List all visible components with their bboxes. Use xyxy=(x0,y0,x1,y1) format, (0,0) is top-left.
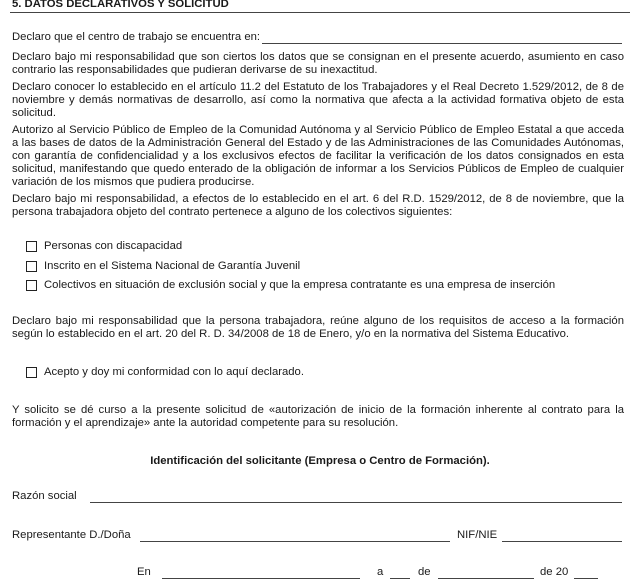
authorization-statement: Autorizo al Servicio Público de Empleo de la Comunidad Autónoma y al Servicio Público de Empleo Estatal a que acceda a las bases de datos de la Administración General del Estado y de las Administraciones de las Comunidades Autónomas, con garantía de confidencialidad y a los exclusivos efectos de facilitar la verificación de los datos consignados en esta solicitud, manifestando que quedo enterado de la obligación de informar a los Servicios Públicos de Empleo de cualquier variación de los mismos que pudiera producirse. xyxy=(12,124,624,188)
company-label: Razón social xyxy=(12,490,77,502)
youth-guarantee-checkbox[interactable] xyxy=(26,261,37,272)
representative-label: Representante D./Doña xyxy=(12,529,131,541)
month-field[interactable] xyxy=(438,578,534,579)
disability-checkbox[interactable] xyxy=(26,241,37,252)
place-field[interactable] xyxy=(162,578,360,579)
truth-statement: Declaro bajo mi responsabilidad que son ciertos los datos que se consignan en el presente acuerdo, asumiento en caso contrario las responsabilidades que pudieran derivarse de su inexactitud. xyxy=(12,51,624,76)
accept-row[interactable] xyxy=(26,366,304,378)
social-exclusion-checkbox[interactable] xyxy=(26,280,37,291)
collective-option-disability[interactable] xyxy=(26,240,182,252)
nif-field[interactable] xyxy=(502,541,622,542)
section-rule xyxy=(10,12,630,13)
collective-option-label: Colectivos en situación de exclusión social y que la empresa contratante es una empresa de inserción xyxy=(44,279,556,291)
workplace-label: Declaro que el centro de trabajo se encuentra en: xyxy=(12,31,261,43)
day-field[interactable] xyxy=(390,578,410,579)
applicant-title: Identificación del solicitante (Empresa o Centro de Formación). xyxy=(150,455,490,467)
knowledge-statement: Declaro conocer lo establecido en el artículo 11.2 del Estatuto de los Trabajadores y el Real Decreto 1.529/2012, de 8 de noviembre y demás normativas de desarrollo, así como la normativa que afecta a la actividad formativa objeto de esta solicitud. xyxy=(12,81,624,119)
collective-option-social-exclusion[interactable] xyxy=(26,279,555,291)
collective-option-label: Personas con discapacidad xyxy=(44,240,183,252)
day-label: a xyxy=(377,566,384,578)
collectives-statement: Declaro bajo mi responsabilidad, a efectos de lo establecido en el art. 6 del R.D. 1529/2012, de 8 de noviembre, que la persona trabajadora objeto del contrato pertenece a alguno de los colectivos siguientes: xyxy=(12,193,624,218)
section-title: 5. DATOS DECLARATIVOS Y SOLICITUD xyxy=(12,0,229,10)
requirements-statement: Declaro bajo mi responsabilidad que la persona trabajadora, reúne alguno de los requisitos de acceso a la formación según lo establecido en el art. 20 del R. D. 34/2008 de 18 de Enero, y/o en la normativa del Sistema Educativo. xyxy=(12,315,624,340)
collective-option-youth-guarantee[interactable] xyxy=(26,260,300,272)
collective-option-label: Inscrito en el Sistema Nacional de Garantía Juvenil xyxy=(44,260,301,272)
representative-field[interactable] xyxy=(140,541,450,542)
workplace-field[interactable] xyxy=(262,43,622,44)
year-label: de 20 xyxy=(540,566,569,578)
request-statement: Y solicito se dé curso a la presente solicitud de «autorización de inicio de la formación inherente al contrato para la formación y el aprendizaje» ante la autoridad competente para su resolución. xyxy=(12,404,624,429)
month-label: de xyxy=(418,566,431,578)
accept-checkbox[interactable] xyxy=(26,367,37,378)
nif-label: NIF/NIE xyxy=(457,529,498,541)
accept-label: Acepto y doy mi conformidad con lo aquí declarado. xyxy=(44,366,304,378)
year-field[interactable] xyxy=(574,578,598,579)
place-label: En xyxy=(137,566,151,578)
company-field[interactable] xyxy=(90,502,622,503)
